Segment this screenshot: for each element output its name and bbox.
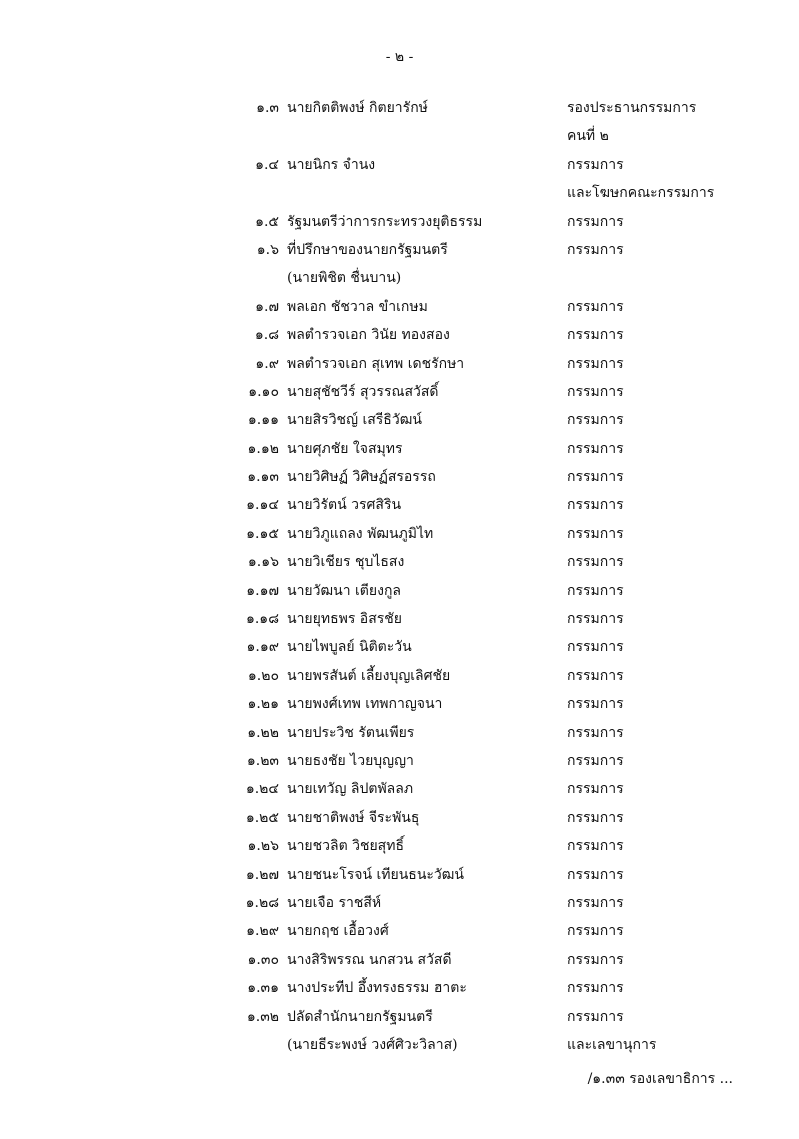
- member-role: กรรมการ: [567, 639, 624, 656]
- list-item: [0, 804, 799, 832]
- member-name: นายชาติพงษ์ จีระพันธุ: [287, 809, 420, 826]
- member-name: นายวิเชียร ชุบไธสง: [287, 554, 405, 571]
- member-name: นายวัฒนา เตียงกูล: [287, 582, 401, 599]
- item-number: ๑.๓๑: [247, 980, 279, 997]
- member-name-detail: (นายธีระพงษ์ วงศ์ศิวะวิลาส): [287, 1036, 458, 1053]
- member-role: กรรมการ: [567, 554, 624, 571]
- member-role: กรรมการ: [567, 724, 624, 741]
- member-role: กรรมการ: [567, 696, 624, 713]
- list-item: [0, 577, 799, 605]
- member-role: กรรมการ: [567, 1008, 624, 1025]
- list-item: [0, 974, 799, 1002]
- list-item: [0, 946, 799, 974]
- list-item: [0, 463, 799, 491]
- list-item: [0, 491, 799, 519]
- member-role: กรรมการ: [567, 156, 624, 173]
- list-item: [0, 917, 799, 945]
- list-item: [0, 435, 799, 463]
- item-number: ๑.๒๔: [245, 781, 279, 798]
- item-number: ๑.๒๑: [247, 696, 279, 713]
- item-number: ๑.๒๘: [245, 894, 279, 911]
- item-number: ๑.๘: [254, 327, 279, 344]
- list-item: [0, 889, 799, 917]
- item-number: ๑.๒๙: [246, 923, 279, 940]
- member-role: กรรมการ: [567, 809, 624, 826]
- list-item-continuation: [0, 264, 799, 292]
- item-number: ๑.๒๓: [246, 752, 279, 769]
- member-name-detail: (นายพิชิต ชื่นบาน): [287, 270, 402, 287]
- member-role: รองประธานกรรมการ: [567, 100, 697, 116]
- member-role: กรรมการ: [567, 611, 624, 628]
- member-role: กรรมการ: [567, 582, 624, 599]
- list-item: [0, 861, 799, 889]
- list-item: [0, 832, 799, 860]
- list-item: [0, 406, 799, 434]
- member-role: กรรมการ: [567, 866, 624, 883]
- list-item: [0, 293, 799, 321]
- member-name: นายเจือ ราชสีห์: [287, 894, 382, 911]
- list-item: [0, 690, 799, 718]
- list-item: [0, 208, 799, 236]
- member-name: นายเทวัญ ลิปตพัลลภ: [287, 781, 414, 798]
- member-role: กรรมการ: [567, 213, 624, 230]
- member-role: กรรมการ: [567, 525, 624, 542]
- member-name: นายพงศ์เทพ เทพกาญจนา: [287, 696, 443, 713]
- item-number: ๑.๒๐: [247, 667, 279, 684]
- member-role: กรรมการ: [567, 327, 624, 344]
- member-name: นายชวลิต วิชยสุทธิ์: [287, 838, 405, 855]
- list-item: [0, 321, 799, 349]
- list-item: [0, 719, 799, 747]
- member-name: ปลัดสำนักนายกรัฐมนตรี: [287, 1008, 433, 1025]
- member-role: กรรมการ: [567, 440, 624, 457]
- member-name: นายกิตติพงษ์ กิตยารักษ์: [287, 100, 428, 116]
- list-item: [0, 520, 799, 548]
- member-name: นางสิริพรรณ นกสวน สวัสดี: [287, 951, 452, 968]
- item-number: ๑.๖: [256, 241, 279, 258]
- member-role: กรรมการ: [567, 980, 624, 997]
- item-number: ๑.๑๙: [246, 639, 279, 656]
- list-item: [0, 605, 799, 633]
- item-number: ๑.๒๕: [245, 809, 279, 826]
- item-number: ๑.๒๗: [245, 866, 279, 883]
- member-role: กรรมการ: [567, 298, 624, 315]
- list-item: [0, 350, 799, 378]
- item-number: ๑.๒๖: [247, 838, 279, 855]
- member-name: นายนิกร จำนง: [287, 156, 376, 173]
- list-item: [0, 151, 799, 179]
- member-name: พลตำรวจเอก วินัย ทองสอง: [287, 327, 450, 344]
- member-name: นายวิรัตน์ วรศสิริน: [287, 497, 402, 514]
- item-number: ๑.๔: [255, 156, 279, 173]
- member-role: กรรมการ: [567, 667, 624, 684]
- member-name: นายศุภชัย ใจสมุทร: [287, 440, 403, 457]
- list-item: [0, 662, 799, 690]
- member-role: กรรมการ: [567, 894, 624, 911]
- list-item: [0, 775, 799, 803]
- page-number: - ๒ -: [385, 49, 414, 65]
- member-name: รัฐมนตรีว่าการกระทรวงยุติธรรม: [287, 213, 483, 230]
- member-name: นายสิรวิชญ์ เสรีธิวัฒน์: [287, 412, 422, 429]
- member-role: กรรมการ: [567, 752, 624, 769]
- item-number: ๑.๑๒: [247, 440, 279, 457]
- member-role: กรรมการ: [567, 923, 624, 940]
- item-number: ๑.๓๐: [247, 951, 279, 968]
- list-item: [0, 633, 799, 661]
- item-number: ๑.๑๔: [246, 497, 279, 514]
- member-role: กรรมการ: [567, 838, 624, 855]
- member-name: พลเอก ชัชวาล ขำเกษม: [287, 298, 428, 315]
- member-role: กรรมการ: [567, 241, 624, 258]
- member-role: กรรมการ: [567, 383, 624, 400]
- member-name: นายกฤช เอื้อวงศ์: [287, 923, 389, 940]
- member-name: นายชนะโรจน์ เทียนธนะวัฒน์: [287, 866, 464, 883]
- item-number: ๑.๑๖: [247, 554, 279, 571]
- member-role-detail: และเลขานุการ: [567, 1036, 657, 1053]
- member-role: กรรมการ: [567, 469, 624, 486]
- member-role: กรรมการ: [567, 951, 624, 968]
- member-role: กรรมการ: [567, 412, 624, 429]
- item-number: ๑.๓๒: [246, 1008, 279, 1025]
- member-role: กรรมการ: [567, 497, 624, 514]
- list-item-continuation: [0, 179, 799, 207]
- continuation-note: /๑.๓๓ รองเลขาธิการ ...: [587, 1071, 733, 1087]
- member-name: พลตำรวจเอก สุเทพ เดชรักษา: [287, 355, 465, 372]
- member-name: นายไพบูลย์ นิติตะวัน: [287, 639, 412, 656]
- member-role: กรรมการ: [567, 355, 624, 372]
- item-number: ๑.๑๕: [246, 525, 279, 542]
- member-name: นายสุชัชวีร์ สุวรรณสวัสดิ์: [287, 383, 439, 400]
- member-role: กรรมการ: [567, 781, 624, 798]
- member-role-detail: คนที่ ๒: [567, 128, 609, 145]
- member-name: นายยุทธพร อิสรชัย: [287, 611, 402, 628]
- list-item: [0, 378, 799, 406]
- list-item: [0, 94, 799, 122]
- member-name: นายวิศิษฏ์ วิศิษฏ์สรอรรถ: [287, 469, 436, 486]
- member-name: นางประทีป อึ้งทรงธรรม ฮาตะ: [287, 980, 467, 997]
- item-number: ๑.๕: [255, 213, 279, 230]
- item-number: ๑.๑๑: [247, 412, 279, 429]
- member-name: นายประวิช รัตนเพียร: [287, 724, 415, 741]
- list-item-continuation: [0, 122, 799, 150]
- list-item: [0, 1003, 799, 1031]
- member-name: นายพรสันต์ เลี้ยงบุญเลิศชัย: [287, 667, 451, 684]
- item-number: ๑.๑๐: [248, 383, 279, 400]
- item-number: ๑.๙: [255, 355, 279, 372]
- member-role-detail: และโฆษกคณะกรรมการ: [567, 185, 715, 202]
- list-item: [0, 236, 799, 264]
- item-number: ๑.๑๘: [245, 611, 279, 628]
- item-number: ๑.๒๒: [247, 724, 279, 741]
- list-item-continuation: [0, 1031, 799, 1059]
- item-number: ๑.๓: [256, 100, 279, 116]
- member-name: นายธงชัย ไวยบุญญา: [287, 752, 414, 769]
- list-item: [0, 747, 799, 775]
- member-name: นายวิภูแถลง พัฒนภูมิไท: [287, 525, 434, 542]
- list-item: [0, 548, 799, 576]
- item-number: ๑.๑๗: [246, 582, 279, 599]
- committee-member-list: [0, 94, 799, 1059]
- item-number: ๑.๑๓: [247, 469, 279, 486]
- item-number: ๑.๗: [255, 298, 279, 315]
- member-name: ที่ปรึกษาของนายกรัฐมนตรี: [287, 241, 448, 258]
